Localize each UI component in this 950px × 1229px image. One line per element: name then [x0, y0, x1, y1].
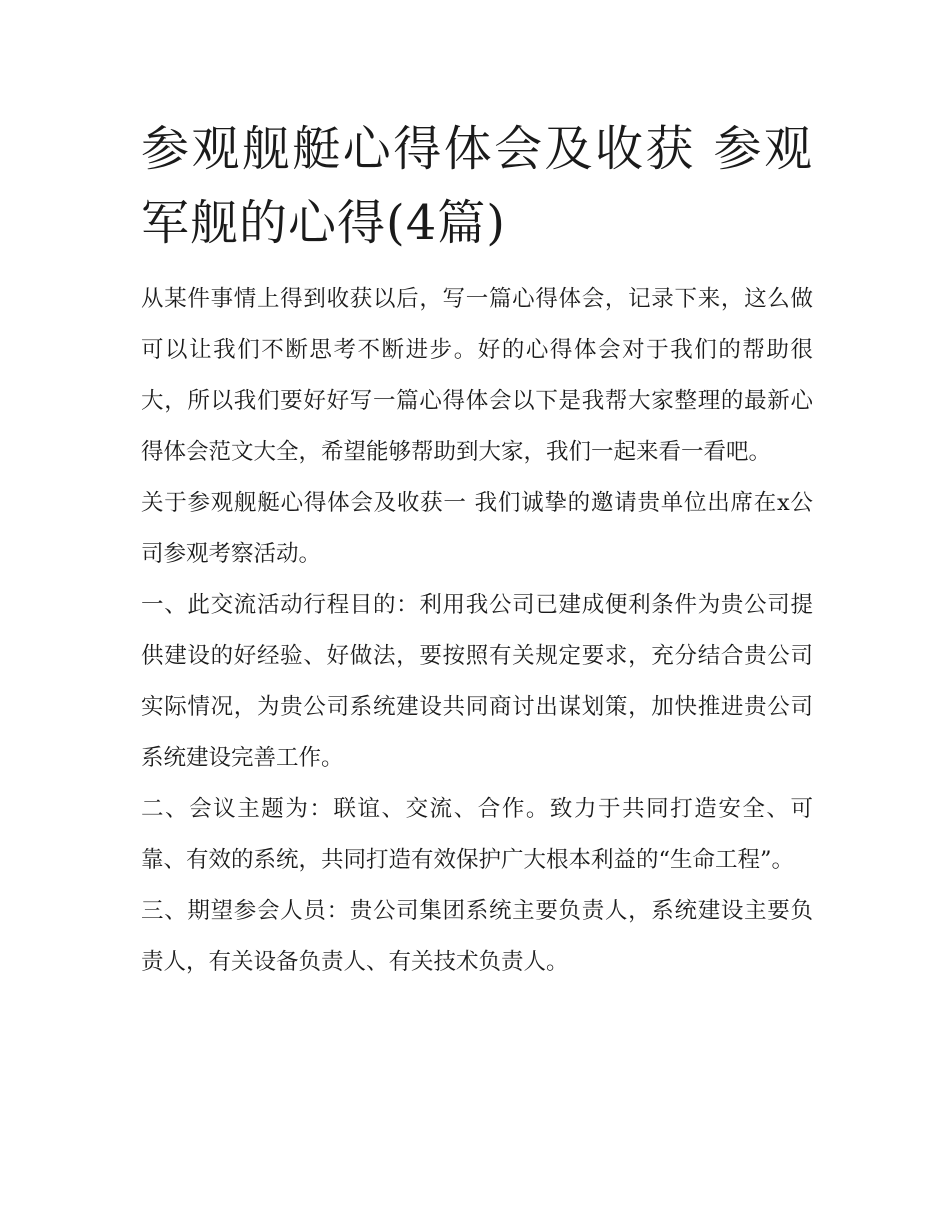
document-title: 参观舰艇心得体会及收获 参观军舰的心得(4篇) [141, 121, 813, 251]
paragraph-attendees: 三、期望参会人员：贵公司集团系统主要负责人，系统建设主要负责人，有关设备负责人、有关技术负责人。 [141, 898, 813, 975]
document-page [141, 112, 813, 988]
intro-paragraph: 从某件事情上得到收获以后，写一篇心得体会，记录下来，这么做可以让我们不断思考不断进步。好的心得体会对于我们的帮助很大，所以我们要好好写一篇心得体会以下是我帮大家整理的最新心得体会范文大全，希望能够帮助到大家，我们一起来看一看吧。 [141, 286, 813, 465]
paragraph-theme: 二、会议主题为：联谊、交流、合作。致力于共同打造安全、可靠、有效的系统，共同打造有效保护广大根本利益的“生命工程”。 [141, 796, 813, 873]
paragraph-invitation: 关于参观舰艇心得体会及收获一 我们诚挚的邀请贵单位出席在x公司参观考察活动。 [141, 490, 813, 567]
paragraph-purpose: 一、此交流活动行程目的：利用我公司已建成便利条件为贵公司提供建设的好经验、好做法，要按照有关规定要求，充分结合贵公司实际情况，为贵公司系统建设共同商讨出谋划策，加快推进贵公司系统建设完善工作。 [141, 592, 813, 771]
